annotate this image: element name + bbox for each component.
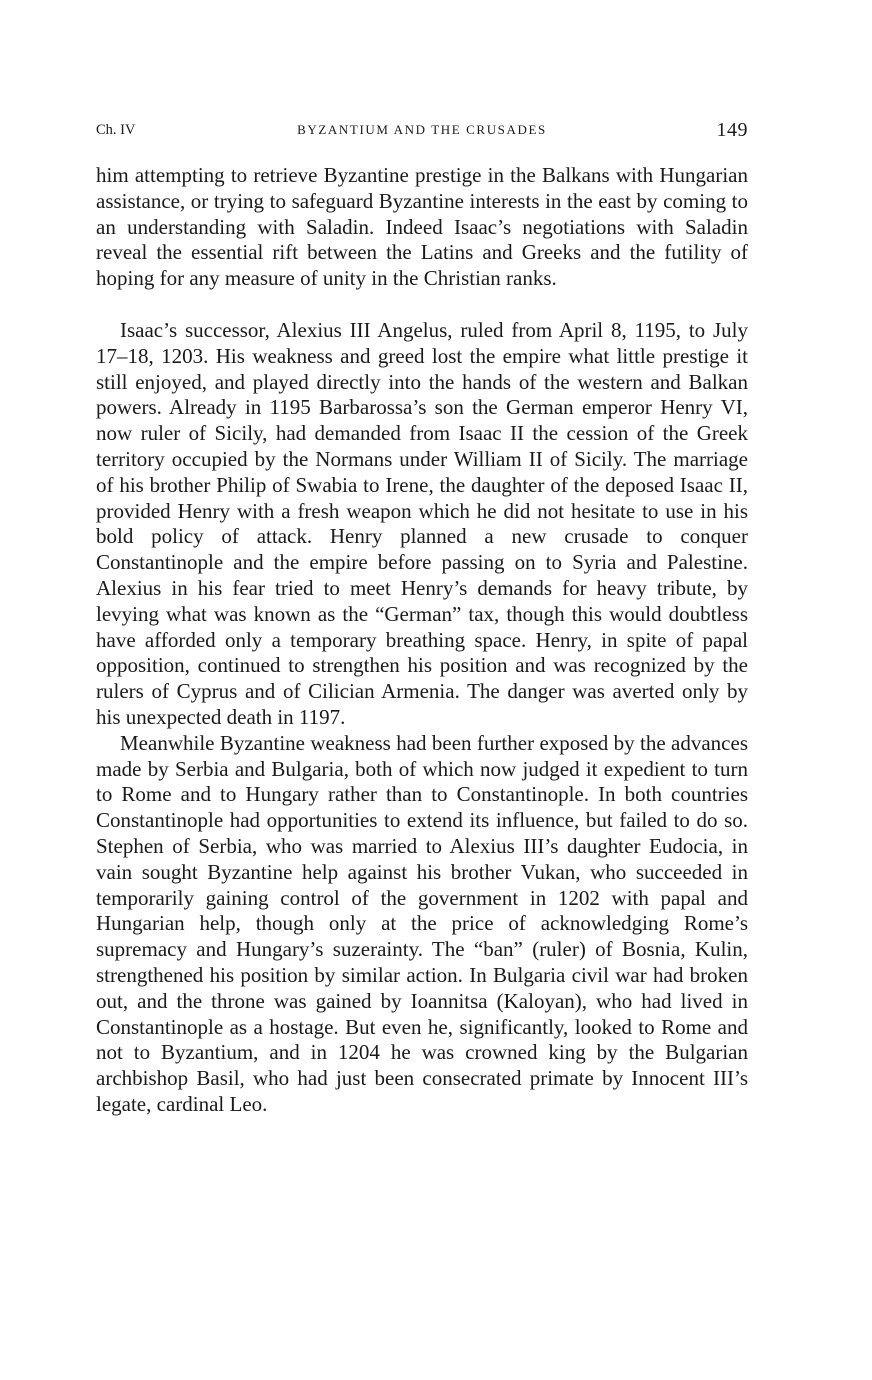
page-number: 149 [716, 119, 748, 141]
body-text [96, 163, 748, 1118]
running-title: BYZANTIUM AND THE CRUSADES [297, 122, 547, 137]
paragraph: him attempting to retrieve Byzantine prestige in the Balkans with Hungarian assistance, or trying to safeguard Byzantine interests in the east by coming to an understanding with Saladin. Indeed Isaac’s negotiations with Saladin reveal the essential rift between the Latins and Greeks and the futility of hoping for any measure of unity in the Christian ranks. [96, 163, 748, 291]
chapter-label: Ch. IV [96, 122, 136, 138]
running-head [96, 118, 748, 142]
paragraph: Isaac’s successor, Alexius III Angelus, ruled from April 8, 1195, to July 17–18, 1203. His weakness and greed lost the empire what little prestige it still enjoyed, and played directly into the hands of the western and Balkan powers. Already in 1195 Barbarossa’s son the German emperor Henry VI, now ruler of Sicily, had demanded from Isaac II the cession of the Greek territory occupied by the Normans under William II of Sicily. The marriage of his brother Philip of Swabia to Irene, the daughter of the deposed Isaac II, provided Henry with a fresh weapon which he did not hesitate to use in his bold policy of attack. Henry planned a new crusade to conquer Constantinople and the empire before passing on to Syria and Palestine. Alexius in his fear tried to meet Henry’s demands for heavy tribute, by levying what was known as the “German” tax, though this would doubtless have afforded only a temporary breathing space. Henry, in spite of papal opposition, continued to strengthen his position and was recognized by the rulers of Cyprus and of Cilician Armenia. The danger was averted only by his unexpected death in 1197. [96, 317, 748, 729]
paragraph: Meanwhile Byzantine weakness had been further exposed by the advances made by Serbia and Bulgaria, both of which now judged it expedient to turn to Rome and to Hungary rather than to Constantinople. In both countries Constantinople had opportunities to extend its influence, but failed to do so. Stephen of Serbia, who was married to Alexius III’s daughter Eudocia, in vain sought Byzantine help against his brother Vukan, who succeeded in temporarily gaining control of the government in 1202 with papal and Hungarian help, though only at the price of acknowledging Rome’s supremacy and Hungary’s suzerainty. The “ban” (ruler) of Bosnia, Kulin, strengthened his position by similar action. In Bulgaria civil war had broken out, and the throne was gained by Ioannitsa (Kaloyan), who had lived in Constantinople as a hostage. But even he, significantly, looked to Rome and not to Byzantium, and in 1204 he was crowned king by the Bulgarian archbishop Basil, who had just been consecrated primate by Innocent III’s legate, cardinal Leo. [96, 730, 748, 1116]
